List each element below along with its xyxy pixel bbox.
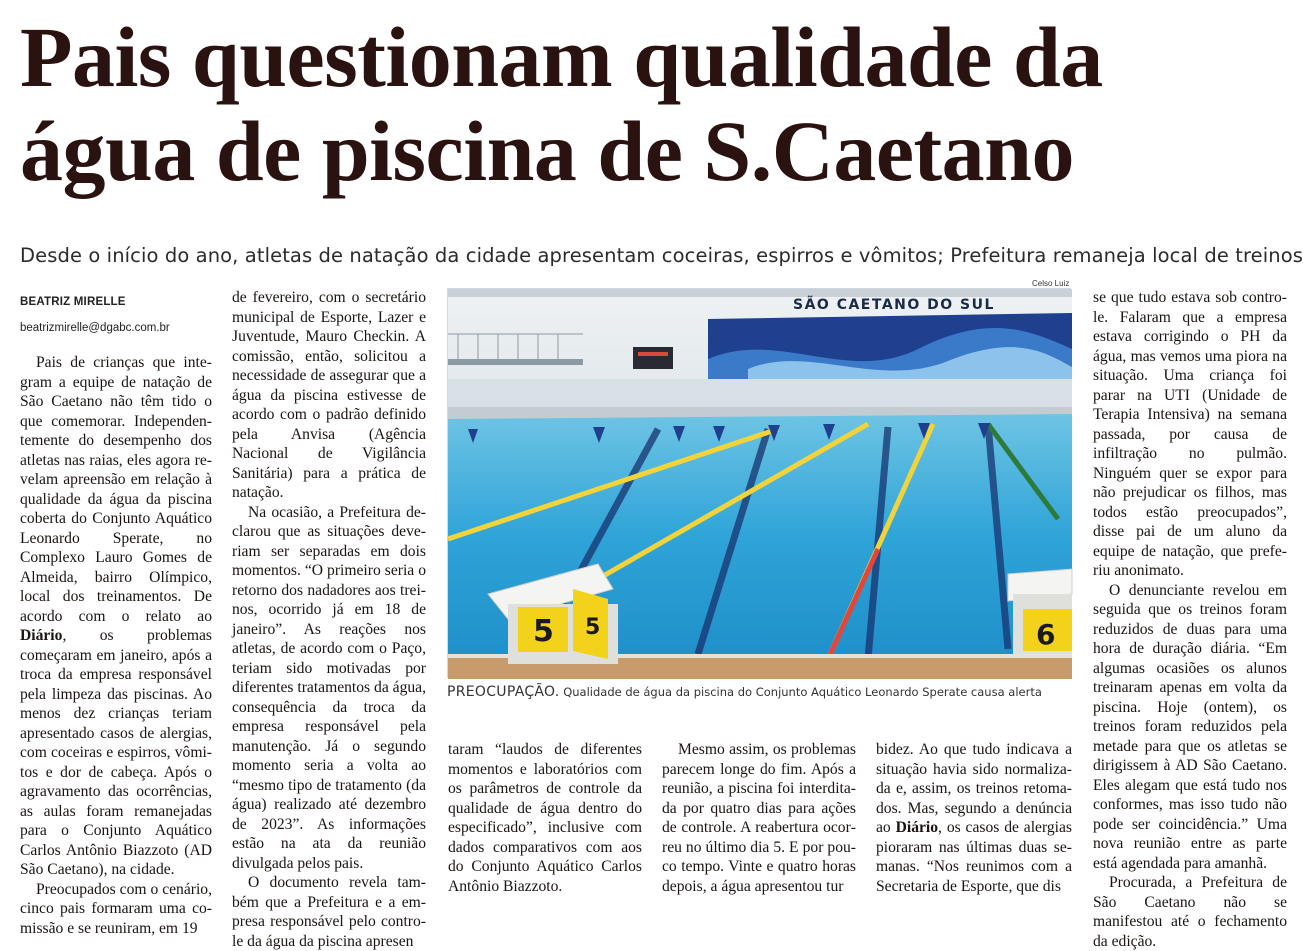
paragraph-4: O documento revela também que a Prefeitura e a empresa responsável pelo controle da água da piscina apresen	[232, 874, 426, 950]
headline-line-2: água de piscina de S.Caetano	[20, 103, 1074, 199]
wall-sign-text: SÃO CAETANO DO SUL	[793, 297, 995, 313]
paragraph-4-continued: taram “laudos de diferentes momentos e laboratórios com os parâmetros de controle da qualidade de água dentro do especificado”, inclusive com dados comparativos com aos do Conjunto Aquático Carlos Antônio Biazzoto.	[448, 741, 642, 895]
paragraph-5-cont-text-a: bidez. Ao que tudo indicava a situação havia sido normalizada e, assim, os treinos retomados. Mas, segundo a denúncia ao	[876, 741, 1072, 836]
pool-photo	[447, 288, 1071, 678]
paragraph-1-text-b: , os problemas começaram em janeiro, após a troca da empresa responsável pela limpeza das piscinas. Ao menos dez crianças teriam apresentado casos de alergias, com coceiras e espirros, vômitos e dor de cabeça. Após o agravamento das ocorrências, as aulas foram remanejadas para o Conjunto Aquático Carlos Antônio Biazzoto (AD São Caetano), na cidade.	[20, 627, 212, 878]
article-column-6	[1093, 288, 1287, 951]
headline-line-1: Pais questionam qualidade da	[20, 9, 1103, 105]
caption-lead: PREOCUPAÇÃO.	[447, 684, 560, 700]
article-column-3	[448, 740, 642, 896]
paragraph-3: Na ocasião, a Prefeitura declarou que as situações deveriam ser separadas em dois momentos. “O primeiro seria o retorno dos nadadores aos treinos, ocorrido já em 18 de janeiro”. As reações nos atletas, de acordo com o Paço, teriam sido motivadas por diferentes tratamentos da água, consequência da troca da empresa responsável pela manutenção. Já o segundo momento seria a volta ao “mesmo tipo de tratamento (da água) realizado até dezembro de 2023”. As informações estão na ata da reunião divulgada pelos pais.	[232, 503, 426, 872]
paragraph-7: Procurada, a Prefeitura de São Caetano não se manifestou até o fechamento da edição.	[1093, 874, 1287, 950]
article-column-5	[876, 740, 1072, 896]
article-column-2	[232, 288, 426, 951]
starting-block-number-5: 5	[533, 614, 554, 649]
headline	[20, 10, 1290, 198]
paragraph-1	[20, 353, 212, 880]
paragraph-5-continued	[876, 740, 1072, 896]
caption-text: Qualidade de água da piscina do Conjunto Aquático Leonardo Sperate causa alerta	[559, 685, 1042, 699]
paragraph-1-text-a: Pais de crianças que integram a equipe de natação de São Caetano não têm tido o que comemorar. Independentemente do desempenho dos atletas nas raias, eles agora revelam apreensão em relação à qualidade da água da piscina coberta do Conjunto Aquático Leonardo Sperate, no Complexo Lauro Gomes de Almeida, bairro Olímpico, local dos treinamentos. De acordo com o relato ao	[20, 354, 212, 625]
article-column-4	[662, 740, 856, 896]
starting-block-side-number-5: 5	[585, 615, 601, 640]
author-email: beatrizmirelle@dgabc.com.br	[20, 321, 170, 334]
photo-credit: Celso Luiz	[1032, 279, 1070, 288]
author-byline: BEATRIZ MIRELLE	[20, 296, 126, 308]
diario-mention: Diário	[20, 627, 63, 644]
paragraph-5-continued-2: se que tudo estava sob controle. Falaram que a empresa estava corrigindo o PH da água, mas vemos uma piora na situação. Uma criança foi parar na UTI (Unidade de Terapia Intensiva) na semana passada, por causa de infiltração no pulmão. Ninguém quer se expor para não prejudicar os filhos, mas todos estão preocupados”, disse pai de um aluno da equipe de natação, que preferiu anonimato.	[1093, 289, 1287, 579]
starting-block-number-6: 6	[1036, 618, 1056, 651]
subheadline: Desde o início do ano, atletas de natação da cidade apresentam coceiras, espirros e vômitos; Prefeitura remaneja local de treinos	[20, 244, 1303, 267]
paragraph-2: Preocupados com o cenário, cinco pais formaram uma comissão e se reuniram, em 19	[20, 880, 212, 937]
paragraph-5: Mesmo assim, os problemas parecem longe do fim. Após a reunião, a piscina foi interditada por quatro dias para ações de controle. A reabertura ocorreu no último dia 5. E por pouco tempo. Vinte e quatro horas depois, a água apresentou tur	[662, 741, 856, 895]
paragraph-2-continued: de fevereiro, com o secretário municipal de Esporte, Lazer e Juventude, Mauro Checkin. A comissão, então, solicitou a necessidade de assegurar que a água da piscina estivesse de acordo com o padrão definido pela Anvisa (Agência Nacional de Vigilância Sanitária) para a prática de natação.	[232, 289, 426, 501]
paragraph-5-cont-text-b: , os casos de alergias pioraram nas últimas duas semanas. “Nos reunimos com a Secretaria de Esporte, que dis	[876, 819, 1072, 895]
article-column-1	[20, 293, 212, 938]
paragraph-6: O denunciante revelou em seguida que os treinos foram reduzidos de duas para uma hora de duração diária. “Em algumas ocasiões os alunos treinaram apenas em volta da piscina. Hoje (ontem), os treinos foram reduzidos pela metade para que os atletas se dirigissem à AD São Caetano. Eles alegam que está tudo nos conformes, mas isso tudo não pode ser coincidência.” Uma nova reunião entre as parte está agendada para amanhã.	[1093, 581, 1287, 872]
diario-mention-2: Diário	[895, 819, 939, 836]
photo-caption	[447, 684, 1072, 700]
